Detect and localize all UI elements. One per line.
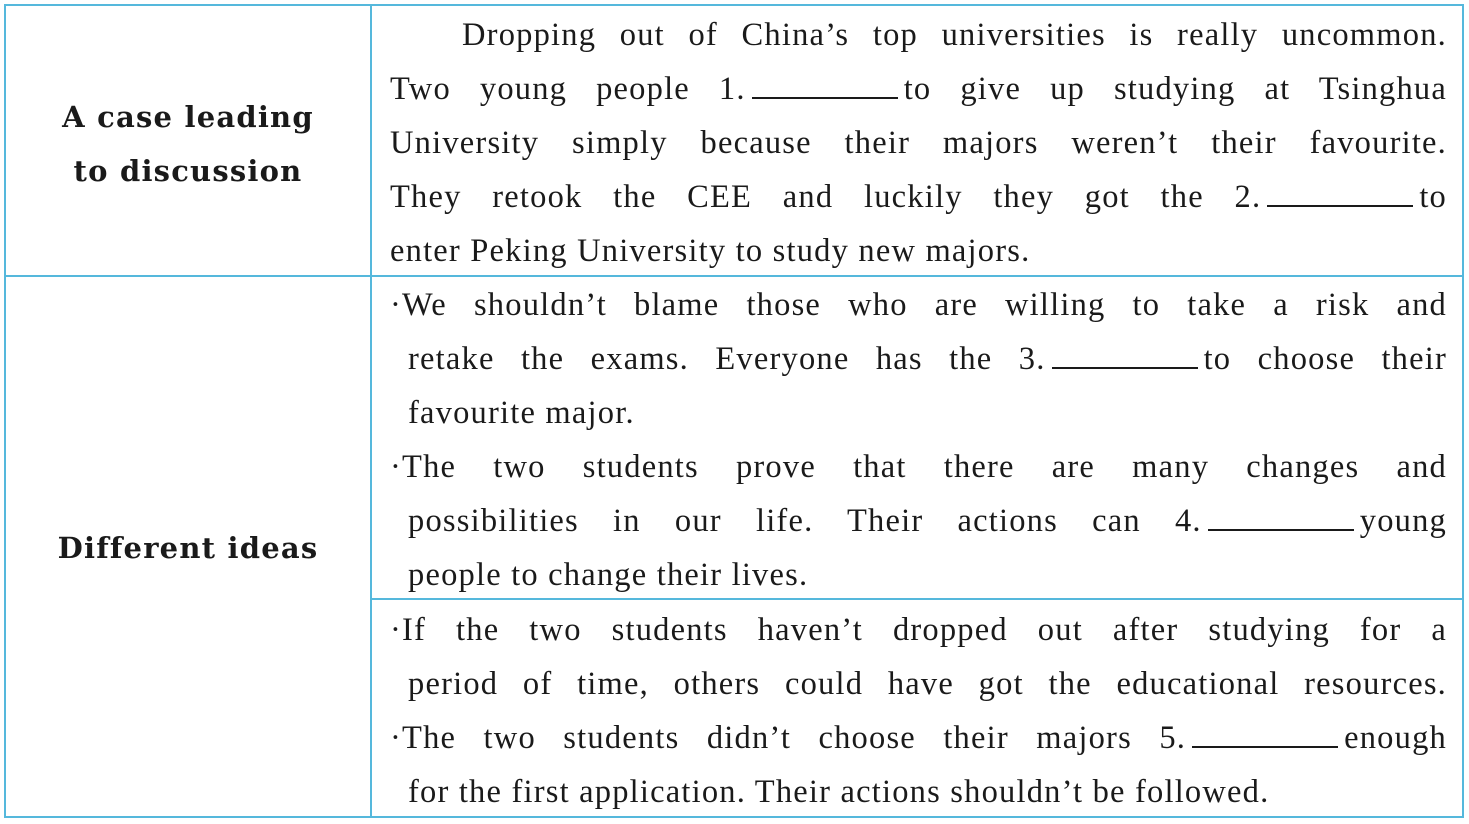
text-line: University simply because their majors weren’t their favourite. [390, 125, 1447, 161]
answer-blank-3[interactable] [1052, 345, 1198, 369]
text-fragment: possibilities in our life. Their actions can 4. [408, 503, 1202, 539]
text-line-with-blank [390, 62, 1447, 116]
column-divider [370, 6, 372, 818]
answer-blank-2[interactable] [1267, 183, 1413, 207]
text-line: ·If the two students haven’t dropped out after studying for a [390, 612, 1447, 648]
text-line: ·The two students prove that there are many changes and [390, 449, 1447, 485]
text-line-with-blank [408, 494, 1447, 548]
text-line: favourite major. [408, 395, 635, 431]
text-line: period of time, others could have got the educational resources. [408, 666, 1447, 702]
text-line: for the first application. Their actions shouldn’t be followed. [408, 774, 1270, 810]
row-label-line: A case leading [62, 100, 314, 134]
text-fragment: to choose their [1203, 341, 1447, 377]
text-line: Dropping out of China’s top universities is really uncommon. [462, 17, 1447, 53]
text-line: enter Peking University to study new majors. [390, 233, 1031, 269]
text-fragment: ·The two students didn’t choose their majors 5. [390, 720, 1187, 756]
text-line: ·We shouldn’t blame those who are willing to take a risk and [390, 287, 1447, 323]
text-fragment: Two young people 1. [390, 71, 746, 107]
text-fragment: to give up studying at Tsinghua [903, 71, 1447, 107]
answer-blank-4[interactable] [1208, 507, 1354, 531]
text-line-with-blank [390, 170, 1447, 224]
text-line-with-blank [390, 711, 1447, 765]
text-fragment: retake the exams. Everyone has the 3. [408, 341, 1046, 377]
row-label-case [6, 90, 370, 198]
text-fragment: enough [1344, 720, 1447, 756]
text-fragment: They retook the CEE and luckily they got the 2. [390, 179, 1262, 215]
answer-blank-5[interactable] [1192, 724, 1338, 748]
row-label-line: to discussion [73, 154, 303, 188]
answer-blank-1[interactable] [752, 75, 898, 99]
text-line-with-blank [408, 332, 1447, 386]
text-line: people to change their lives. [408, 557, 809, 593]
text-fragment: to [1419, 179, 1447, 215]
text-fragment: young [1359, 503, 1447, 539]
row-label-ideas [6, 521, 370, 575]
row-label-line: Different ideas [57, 531, 319, 565]
